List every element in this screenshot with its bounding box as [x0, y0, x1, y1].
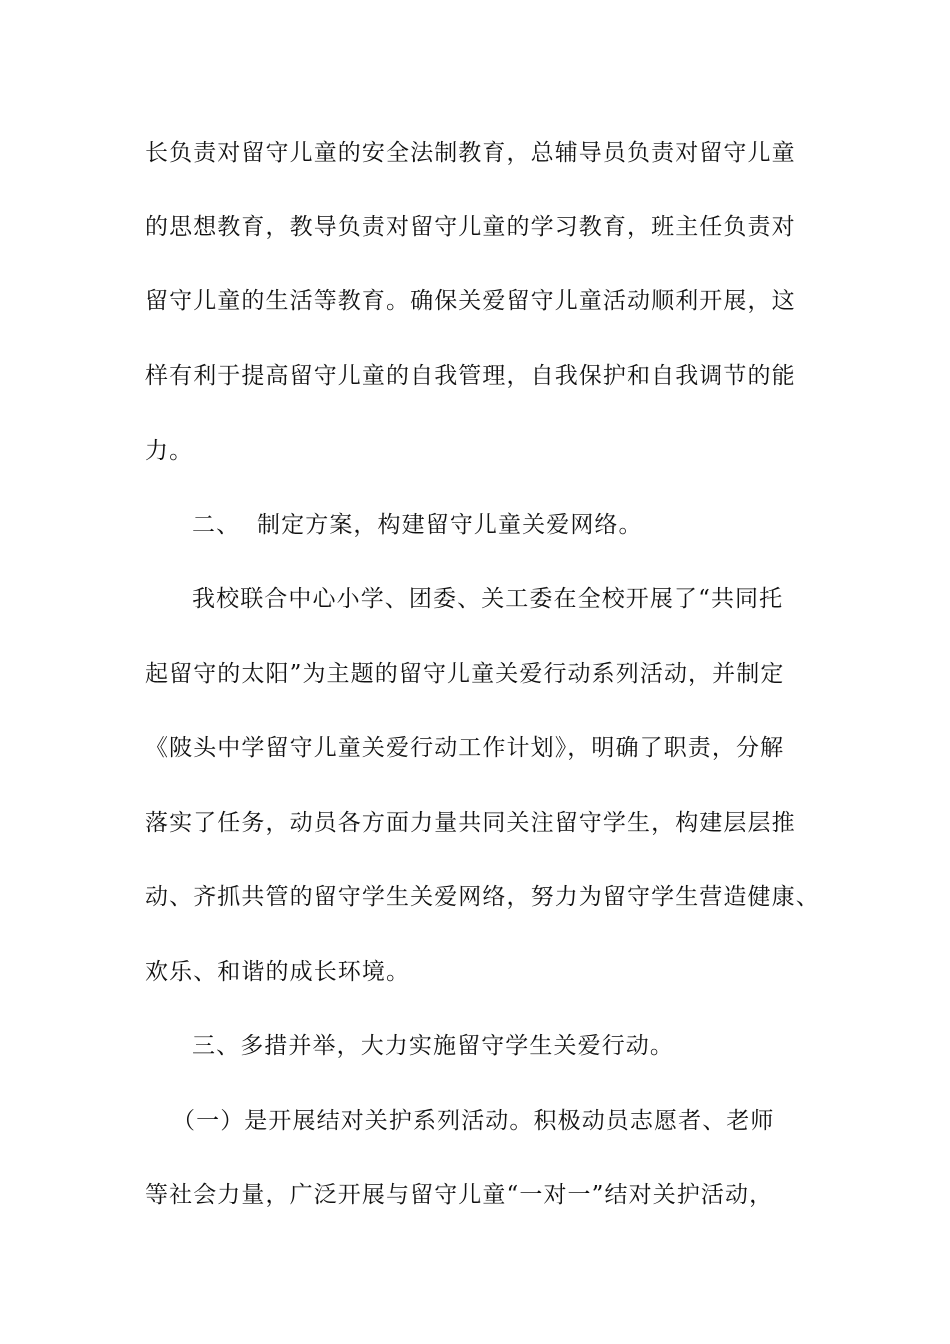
text-line: 我校联合中心小学、团委、关工委在全校开展了“共同托	[192, 586, 784, 612]
text-line: 动、齐抓共管的留守学生关爱网络，努力为留守学生营造健康、	[145, 884, 820, 910]
text-line: 长负责对留守儿童的安全法制教育，总辅导员负责对留守儿童	[145, 140, 796, 166]
section-heading: 三、多措并举，大力实施留守学生关爱行动。	[192, 1033, 674, 1059]
text-line: 欢乐、和谐的成长环境。	[145, 959, 411, 985]
text-line: 等社会力量，广泛开展与留守儿童“一对一”结对关护活动，	[145, 1182, 774, 1208]
text-line: 的思想教育，教导负责对留守儿童的学习教育，班主任负责对	[145, 214, 796, 240]
text-line: 起留守的太阳”为主题的留守儿童关爱行动系列活动，并制定	[145, 661, 785, 687]
text-line: 落实了任务，动员各方面力量共同关注留守学生，构建层层推	[145, 810, 796, 836]
text-line: 样有利于提高留守儿童的自我管理，自我保护和自我调节的能	[145, 363, 796, 389]
text-line: 力。	[145, 438, 194, 464]
section-heading: 二、 制定方案，构建留守儿童关爱网络。	[192, 512, 643, 538]
text-line: 《陂头中学留守儿童关爱行动工作计划》，明确了职责，分解	[145, 735, 785, 761]
subsection-line: （一）是开展结对关护系列活动。积极动员志愿者、老师	[172, 1108, 775, 1134]
text-line: 留守儿童的生活等教育。确保关爱留守儿童活动顺利开展，这	[145, 288, 796, 314]
